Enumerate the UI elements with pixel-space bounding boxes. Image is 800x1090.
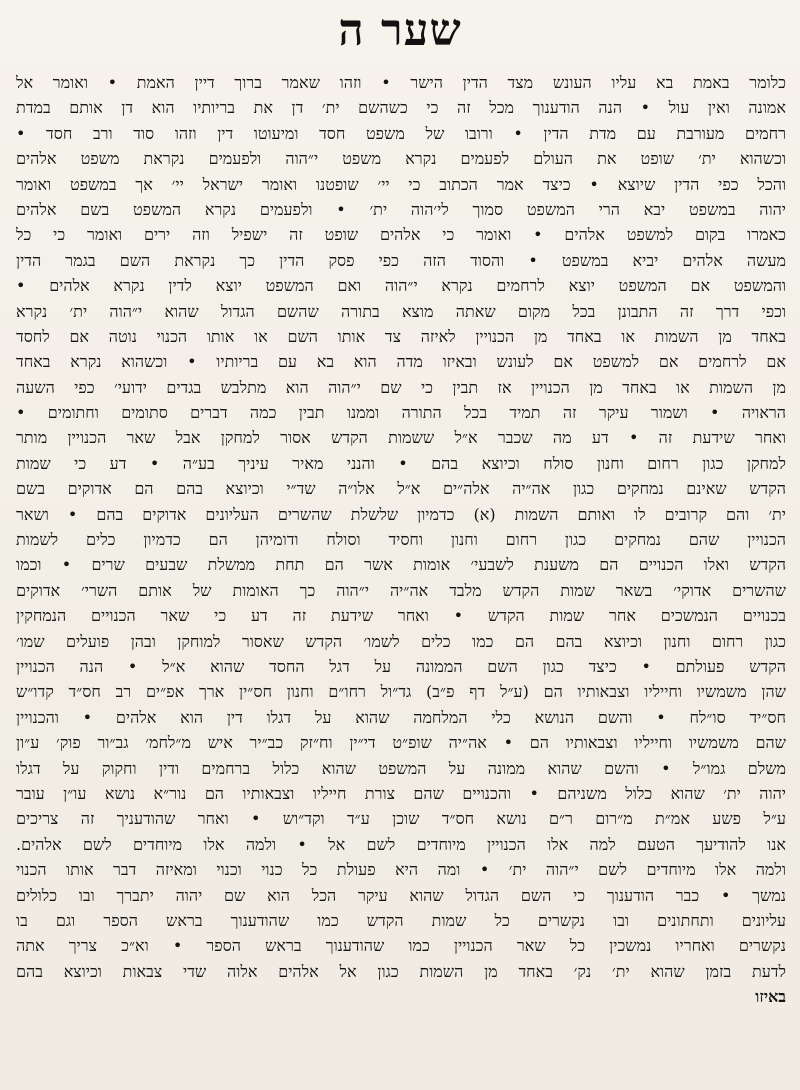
catchword: באיזו: [755, 987, 786, 1007]
text-line: נמשך • כבר הודענוך כי השם הגדול שהוא עיקר הכל הוא שם יהוה יתברך ובו כלולים: [16, 885, 786, 905]
text-line: לדעת בזמן שהוא ית׳ נק׳ באחד מן השמות כגון אל אלהים אלוה שדי צבאות וכיוצא בהם: [16, 961, 786, 981]
text-line: מעשה אלהים יביא במשפט • והסוד הזה כפי פסק הדין כך נקראת השם בגמר הדין: [16, 250, 786, 270]
text-line: הכנויין שהם נמחקים כגון רחום וחנון וחסיד וסולח ודומיהן הם כדמיון כלים לשמות: [16, 530, 786, 550]
text-line: כאמרו בקום למשפט אלהים • ואומר כי אלהים שופט זה ישפיל וזה ירים ואומר כי כל: [16, 225, 786, 245]
text-line: שהם משמשיו וחייליו וצבאותיו הם • אה״יה שופ״ט די״ין וח״זק כב״יר איש מ״לחמ׳ גב״ור פוק׳ ע״ון: [16, 733, 786, 753]
text-line: יהוה במשפט יבא הרי המשפט סמוך לי׳הוה ית׳ • ולפעמים נקרא המשפט בשם אלהים: [16, 199, 786, 219]
text-line: שהן משמשיו וחייליו וצבאותיו הם (ע״ל דף פ״ב) גד״ול רחו״ם וחנון חס״ין ארך אפ״ים רב חס״ד קדו״ש: [16, 682, 786, 702]
text-line: ית׳ והם קרובים לו ואותם השמות (א) כדמיון שלשלת שהשרים העליונים אדוקים בהם • ושאר: [16, 504, 786, 524]
text-line: מן השמות או באחד מן הכנויין אז תבין כי שם י״הוה הוא מתלבש בגדים ידועי׳ כפי השעה: [16, 377, 786, 397]
text-line: אם לרחמים אם למשפט אם לעונש ובאיזו מדה הוא בא עם בריותיו • וכשהוא נקרא באחד: [16, 352, 786, 372]
text-line: והמשפט אם המשפט יוצא לרחמים נקרא י״הוה ואם המשפט יוצא לדין נקרא אלהים •: [16, 276, 786, 296]
text-line: למחקן כגון רחום וחנון סולח וכיוצא בהם • והנני מאיר עיניך בע״ה • דע כי שמות: [16, 453, 786, 473]
text-column: [16, 70, 786, 1009]
text-line: באחד מן השמות או באחד מן הכנויין לאיזה צד אותו השם או אותו הכנוי נוטה אם לחסד: [16, 326, 786, 346]
text-line: ואחר שידעת זה • דע מה שכבר א״ל ששמות הקדש אסור למחקן אבל שאר הכנויין מותר: [16, 428, 786, 448]
text-line: הקדש פעולתם • כיצד כגון השם הממונה על דגל החסד שהוא א״ל • הנה הכנויין: [16, 656, 786, 676]
text-line: כלומר באמת בא עליו העונש מצד הדין הישר • וזהו שאמר ברוך דיין האמת • ואומר אל: [16, 73, 786, 92]
text-line: ע״ל פשע אמ״ת מ״רום ר״ם נושא חס״ד שוכן ע״ד וקד״וש • ואחר שהודעניך זה צריכים: [16, 809, 786, 829]
text-line: הקדש ואלו הכנויים הם משענת לשבעי׳ אומות אשר הם תחת ממשלת שבעים שרים • וכמו: [16, 555, 786, 575]
page-title: שער ה: [338, 5, 462, 56]
text-line: שהשרים אדוקי׳ בשאר שמות הקדש מלבד אה״יה י״הוה כך האומות של אותם השרי׳ אדוקים: [16, 580, 786, 600]
text-line: נקשרים ואחריו נמשכין כל שאר הכנויין כמו שהודענוך בראש הספר • וא״כ צריך אתה: [16, 936, 786, 956]
text-line: הראויה • ושמור עיקר זה תמיד בכל התורה וממנו תבין כמה דברים סתומים וחתומים •: [16, 403, 786, 423]
page-header: [0, 5, 800, 56]
text-line: הקדש שאינם נמחקים כגון אה״יה אלה״ים א״ל אלו״ה שד״י וכיוצא בהם הם אדוקים בשם: [16, 479, 786, 499]
text-line: אמונה ואין עול • הנה הודענוך מכל זה כי כשהשם ית׳ דן את בריותיו הוא דן אותם במדת: [16, 98, 786, 118]
text-line: משלם גמו״ל • והשם שהוא ממונה על המשפט שהוא כלול ברחמים ודין וחקוק על דגלו: [16, 758, 786, 778]
text-line: אנו להודיעך הטעם למה אלו הכנויין מיוחדים לשם אל • ולמה אלו מיוחדים לשם אלהים.: [16, 834, 786, 854]
text-line: יהוה ית׳ שהוא כלול משניהם • והכנויים שהם צורת חייליו וצבאותיו הם נור״א נושא עו״ן עובר: [16, 783, 786, 803]
text-line: חס״יד סו״לח • והשם הנושא כלי המלחמה שהוא על דגלו דין הוא אלהים • והכנויין: [16, 707, 786, 727]
text-line: כגון רחום וחנון וכיוצא בהם הם כמו כלים לשמו׳ הקדש שאסור למוחקן ובהן פועלים שמו׳: [16, 631, 786, 651]
text-line: עליונים ותחתונים ובו נקשרים כל שמות הקדש כמו שהודענוך בראש הספר וגם בו: [16, 910, 786, 930]
text-line: והכל כפי הדין שיוצא • כיצד אמר הכתוב כי יי׳ שופטנו ואומר ישראל יי׳ אך במשפט ואומר: [16, 174, 786, 194]
text-line: ולמה אלו מיוחדים לשם י״הוה ית׳ • ומה היא פעולת כל כנוי וכנוי ומאיזה דבר אותו הכנוי: [16, 860, 786, 880]
text-line: וכפי דרך זה התבונן בכל מקום שאתה מוצא בתורה שהשם הגדול שהוא י״הוה ית׳ נקרא: [16, 301, 786, 321]
text-line: רחמים מעורבת עם מדת הדין • ורובו של משפט חסד ומיעוטו דין וזהו סוד ורב חסד •: [16, 123, 786, 143]
text-line: בכנויים הנמשכים אחר שמות הקדש • ואחר שידעת זה דע כי שאר הכנויים הנמחקין: [16, 606, 786, 626]
text-line: וכשהוא ית׳ שופט את העולם לפעמים נקרא משפט י״הוה ולפעמים נקראת משפט אלהים: [16, 149, 786, 169]
